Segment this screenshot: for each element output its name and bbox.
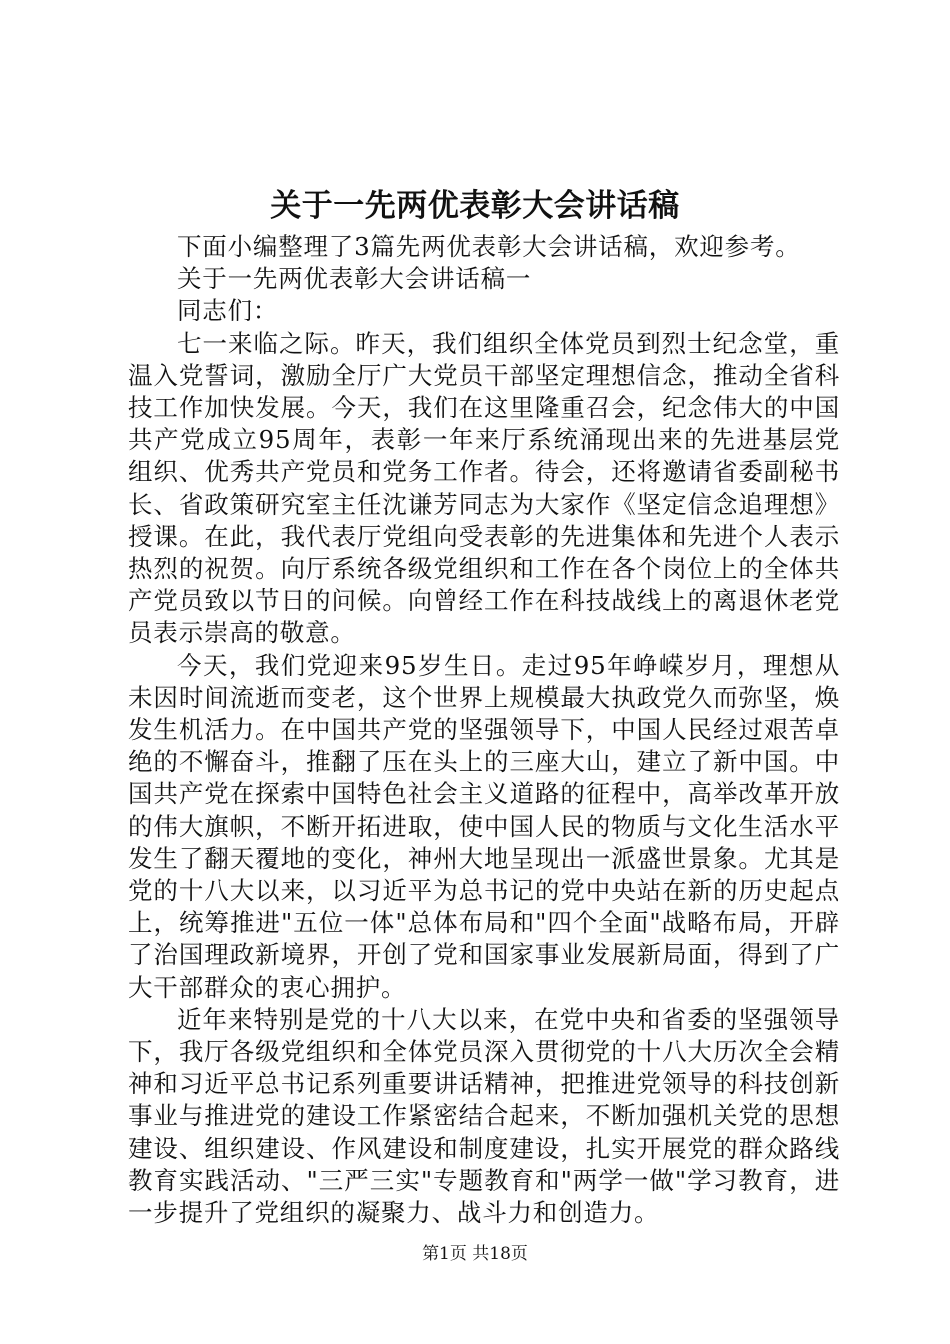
- page-number-footer: 第1页 共18页: [422, 1244, 528, 1264]
- salutation: 同志们：: [177, 296, 279, 326]
- intro-paragraph: 下面小编整理了3篇先两优表彰大会讲话稿，欢迎参考。: [177, 232, 801, 261]
- body-paragraph: 近年来特别是党的十八大以来，在党中央和省委的坚强领导下，我厅各级党组织和全体党员深入贯彻党的十八大历次全会精神和习近平总书记系列重要讲话精神，把推进党领导的科技创新事业与推进党的建设工作紧密结合起来，不断加强机关党的思想建设、组织建设、作风建设和制度建设，扎实开展党的群众路线教育实践活动、"三严三实"专题教育和"两学一做"学习教育，进一步提升了党组织的凝聚力、战斗力和创造力。: [128, 1004, 840, 1228]
- body-paragraph: 今天，我们党迎来95岁生日。走过95年峥嵘岁月，理想从未因时间流逝而变老，这个世界上规模最大执政党久而弥坚，焕发生机活力。在中国共产党的坚强领导下，中国人民经过艰苦卓绝的不懈奋斗，推翻了压在头上的三座大山，建立了新中国。中国共产党在探索中国特色社会主义道路的征程中，高举改革开放的伟大旗帜，不断开拓进取，使中国人民的物质与文化生活水平发生了翻天覆地的变化，神州大地呈现出一派盛世景象。尤其是党的十八大以来，以习近平为总书记的党中央站在新的历史起点上，统筹推进"五位一体"总体布局和"四个全面"战略布局，开辟了治国理政新境界，开创了党和国家事业发展新局面，得到了广大干部群众的衷心拥护。: [128, 650, 840, 1002]
- document-body: [128, 231, 840, 1229]
- body-paragraph: 七一来临之际。昨天，我们组织全体党员到烈士纪念堂，重温入党誓词，激励全厅广大党员干部坚定理想信念，推动全省科技工作加快发展。今天，我们在这里隆重召会，纪念伟大的中国共产党成立95周年，表彰一年来厅系统涌现出来的先进基层党组织、优秀共产党员和党务工作者。待会，还将邀请省委副秘书长、省政策研究室主任沈谦芳同志为大家作《坚定信念追理想》授课。在此，我代表厅党组向受表彰的先进集体和先进个人表示热烈的祝贺。向厅系统各级党组织和工作在各个岗位上的全体共产党员致以节日的问候。向曾经工作在科技战线上的离退休老党员表示崇高的敬意。: [128, 328, 840, 648]
- section-heading: 关于一先两优表彰大会讲话稿一: [177, 264, 532, 294]
- document-title: 关于一先两优表彰大会讲话稿: [270, 188, 680, 224]
